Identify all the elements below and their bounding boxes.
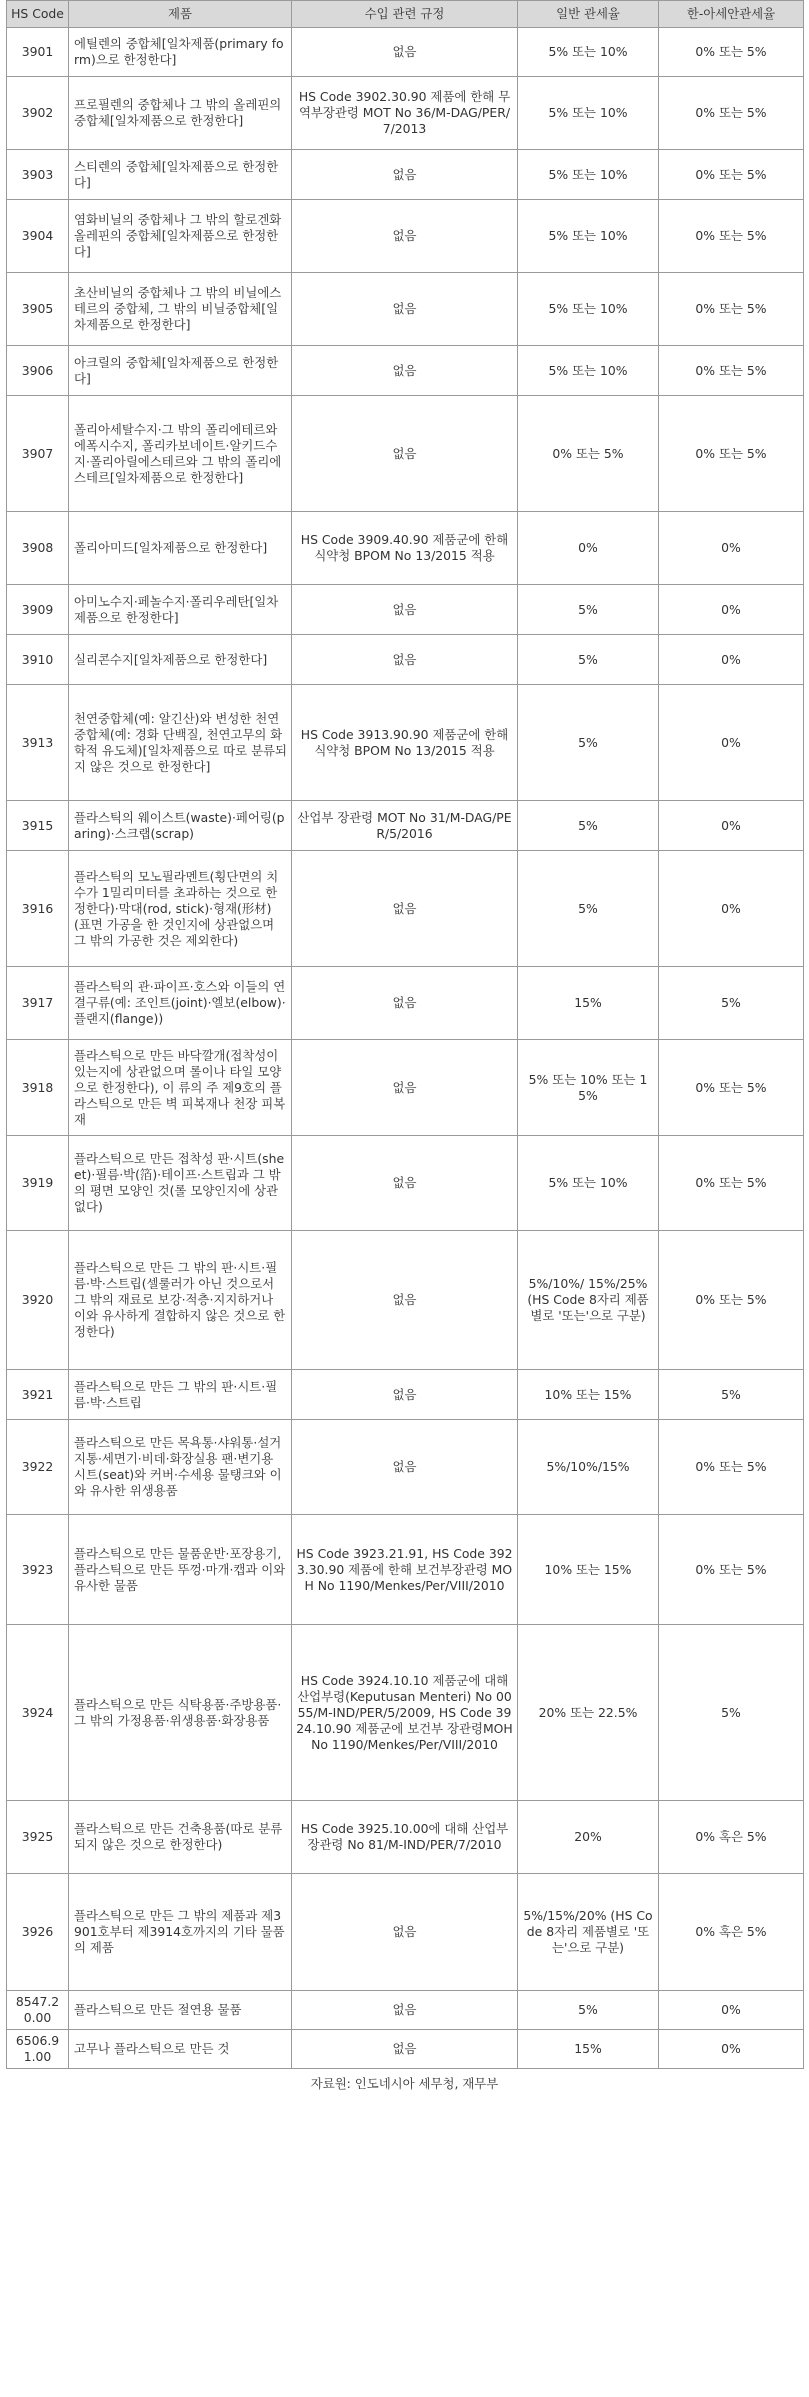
table-row [7,1040,804,1136]
general-tariff-cell: 10% 또는 15% [518,1515,659,1625]
table-header-row [7,1,804,28]
fta-tariff-cell: 0% [659,585,804,635]
fta-tariff-cell: 0% 또는 5% [659,396,804,512]
table-row [7,1136,804,1231]
general-tariff-cell: 5% [518,801,659,851]
table-row [7,150,804,200]
regulation-cell: 없음 [292,1991,518,2030]
product-cell: 플라스틱으로 만든 그 밖의 제품과 제3901호부터 제3914호까지의 기타 물품의 제품 [69,1874,292,1991]
fta-tariff-cell: 0% [659,851,804,967]
table-row [7,273,804,346]
product-cell: 플라스틱으로 만든 바닥깔개(접착성이 있는지에 상관없으며 롤이나 타일 모양으로 한정한다), 이 류의 주 제9호의 플라스틱으로 만든 벽 피복재나 천장 피복재 [69,1040,292,1136]
fta-tariff-cell: 0% [659,801,804,851]
product-cell: 플라스틱으로 만든 식탁용품·주방용품·그 밖의 가정용품·위생용품·화장용품 [69,1625,292,1801]
fta-tariff-cell: 0% 또는 5% [659,273,804,346]
regulation-cell: 없음 [292,200,518,273]
table-row [7,585,804,635]
regulation-cell: 없음 [292,346,518,396]
general-tariff-cell: 5%/10%/15% [518,1420,659,1515]
general-tariff-cell: 5% 또는 10% [518,77,659,150]
source-caption: 자료원: 인도네시아 세무청, 재무부 [310,2076,499,2091]
table-row [7,1420,804,1515]
regulation-cell: 없음 [292,273,518,346]
table-row [7,635,804,685]
fta-tariff-cell: 5% [659,1625,804,1801]
fta-tariff-cell: 0% 또는 5% [659,1136,804,1231]
general-tariff-cell: 5%/10%/ 15%/25% (HS Code 8자리 제품별로 '또는'으로 구분) [518,1231,659,1370]
fta-tariff-cell: 0% [659,635,804,685]
general-tariff-cell: 0% 또는 5% [518,396,659,512]
header-general-tariff: 일반 관세율 [518,1,659,28]
table-row [7,801,804,851]
hs-code-cell: 3923 [7,1515,69,1625]
product-cell: 플라스틱으로 만든 그 밖의 판·시트·필름·박·스트립(셀룰러가 아닌 것으로서 그 밖의 재료로 보강·적층·지지하거나 이와 유사하게 결합하지 않은 것으로 한정한다) [69,1231,292,1370]
product-cell: 실리콘수지[일차제품으로 한정한다] [69,635,292,685]
header-product: 제품 [69,1,292,28]
hs-code-cell: 3908 [7,512,69,585]
fta-tariff-cell: 0% 또는 5% [659,200,804,273]
product-cell: 플라스틱의 관·파이프·호스와 이들의 연결구류(예: 조인트(joint)·엘보(elbow)·플랜지(flange)) [69,967,292,1040]
table-row [7,1515,804,1625]
product-cell: 아미노수지·페놀수지·폴리우레탄[일차제품으로 한정한다] [69,585,292,635]
product-cell: 플라스틱으로 만든 건축용품(따로 분류되지 않은 것으로 한정한다) [69,1801,292,1874]
fta-tariff-cell: 0% 또는 5% [659,1515,804,1625]
hs-code-cell: 3910 [7,635,69,685]
hs-code-cell: 3903 [7,150,69,200]
table-row [7,512,804,585]
hs-code-cell: 3904 [7,200,69,273]
regulation-cell: 없음 [292,150,518,200]
fta-tariff-cell: 5% [659,1370,804,1420]
fta-tariff-cell: 0% [659,512,804,585]
general-tariff-cell: 5% 또는 10% 또는 15% [518,1040,659,1136]
general-tariff-cell: 5% 또는 10% [518,200,659,273]
regulation-cell: 없음 [292,28,518,77]
hs-code-cell: 3925 [7,1801,69,1874]
regulation-cell: HS Code 3925.10.00에 대해 산업부 장관령 No 81/M-IND/PER/7/2010 [292,1801,518,1874]
table-row [7,1874,804,1991]
regulation-cell: HS Code 3913.90.90 제품군에 한해 식약청 BPOM No 13/2015 적용 [292,685,518,801]
product-cell: 에틸렌의 중합체[일차제품(primary form)으로 한정한다] [69,28,292,77]
product-cell: 폴리아세탈수지·그 밖의 폴리에테르와 에폭시수지, 폴리카보네이트·알키드수지·폴리아릴에스테르와 그 밖의 폴리에스테르[일차제품으로 한정한다] [69,396,292,512]
regulation-cell: 없음 [292,2030,518,2069]
hs-code-cell: 3920 [7,1231,69,1370]
table-row [7,1370,804,1420]
product-cell: 플라스틱의 모노필라멘트(횡단면의 치수가 1밀리미터를 초과하는 것으로 한정한다)·막대(rod, stick)·형재(形材)(표면 가공을 한 것인지에 상관없으며 그 밖의 가공한 것은 제외한다) [69,851,292,967]
regulation-cell: 없음 [292,396,518,512]
product-cell: 플라스틱으로 만든 그 밖의 판·시트·필름·박·스트립 [69,1370,292,1420]
regulation-cell: 없음 [292,1040,518,1136]
table-row [7,2030,804,2069]
regulation-cell: 산업부 장관령 MOT No 31/M-DAG/PER/5/2016 [292,801,518,851]
general-tariff-cell: 10% 또는 15% [518,1370,659,1420]
hs-code-cell: 3916 [7,851,69,967]
general-tariff-cell: 5% [518,635,659,685]
regulation-cell: 없음 [292,1420,518,1515]
general-tariff-cell: 5% [518,1991,659,2030]
general-tariff-cell: 15% [518,967,659,1040]
general-tariff-cell: 5% [518,851,659,967]
general-tariff-cell: 5% 또는 10% [518,273,659,346]
table-row [7,851,804,967]
hs-code-cell: 3926 [7,1874,69,1991]
table-body [7,28,804,2069]
regulation-cell: 없음 [292,1874,518,1991]
general-tariff-cell: 20% [518,1801,659,1874]
regulation-cell: 없음 [292,1231,518,1370]
fta-tariff-cell: 0% 또는 5% [659,1231,804,1370]
general-tariff-cell: 5% [518,685,659,801]
regulation-cell: HS Code 3924.10.10 제품군에 대해 산업부령(Keputusan Menteri) No 0055/M-IND/PER/5/2009, HS Code 3924.10.90 제품군에 보건부 장관령MOH No 1190/Menkes/Per/VIII/2010 [292,1625,518,1801]
table-row [7,1991,804,2030]
general-tariff-cell: 5% 또는 10% [518,150,659,200]
hs-code-cell: 3906 [7,346,69,396]
hs-code-cell: 3922 [7,1420,69,1515]
tariff-table [6,0,804,2069]
product-cell: 폴리아미드[일차제품으로 한정한다] [69,512,292,585]
general-tariff-cell: 5% 또는 10% [518,1136,659,1231]
hs-code-cell: 3919 [7,1136,69,1231]
product-cell: 플라스틱으로 만든 목욕통·샤워통·설거지통·세면기·비데·화장실용 팬·변기용 시트(seat)와 커버·수세용 물탱크와 이와 유사한 위생용품 [69,1420,292,1515]
product-cell: 스티렌의 중합체[일차제품으로 한정한다] [69,150,292,200]
table-row [7,28,804,77]
fta-tariff-cell: 0% 또는 5% [659,28,804,77]
fta-tariff-cell: 0% 또는 5% [659,346,804,396]
general-tariff-cell: 20% 또는 22.5% [518,1625,659,1801]
fta-tariff-cell: 0% 또는 5% [659,77,804,150]
fta-tariff-cell: 0% 또는 5% [659,150,804,200]
regulation-cell: HS Code 3909.40.90 제품군에 한해 식약청 BPOM No 13/2015 적용 [292,512,518,585]
product-cell: 플라스틱의 웨이스트(waste)·페어링(paring)·스크랩(scrap) [69,801,292,851]
table-row [7,396,804,512]
table-row [7,77,804,150]
product-cell: 프로필렌의 중합체나 그 밖의 올레핀의 중합체[일차제품으로 한정한다] [69,77,292,150]
product-cell: 염화비닐의 중합체나 그 밖의 할로겐화 올레핀의 중합체[일차제품으로 한정한다] [69,200,292,273]
fta-tariff-cell: 0% 혹은 5% [659,1874,804,1991]
regulation-cell: 없음 [292,1136,518,1231]
regulation-cell: 없음 [292,1370,518,1420]
table-row [7,967,804,1040]
general-tariff-cell: 5% 또는 10% [518,28,659,77]
hs-code-cell: 3917 [7,967,69,1040]
product-cell: 플라스틱으로 만든 물품운반·포장용기, 플라스틱으로 만든 뚜껑·마개·캡과 이와 유사한 물품 [69,1515,292,1625]
general-tariff-cell: 5% 또는 10% [518,346,659,396]
fta-tariff-cell: 0% [659,1991,804,2030]
table-row [7,1801,804,1874]
hs-code-cell: 3913 [7,685,69,801]
product-cell: 플라스틱으로 만든 절연용 물품 [69,1991,292,2030]
fta-tariff-cell: 0% 또는 5% [659,1420,804,1515]
general-tariff-cell: 5% [518,585,659,635]
regulation-cell: HS Code 3902.30.90 제품에 한해 무역부장관령 MOT No 36/M-DAG/PER/7/2013 [292,77,518,150]
hs-code-cell: 8547.20.00 [7,1991,69,2030]
general-tariff-cell: 5%/15%/20% (HS Code 8자리 제품별로 '또는'으로 구분) [518,1874,659,1991]
product-cell: 플라스틱으로 만든 접착성 판·시트(sheet)·필름·박(箔)·테이프·스트립과 그 밖의 평면 모양인 것(롤 모양인지에 상관없다) [69,1136,292,1231]
header-regulation: 수입 관련 규정 [292,1,518,28]
hs-code-cell: 3902 [7,77,69,150]
table-row [7,200,804,273]
header-fta-tariff: 한-아세안관세율 [659,1,804,28]
table-row [7,346,804,396]
hs-code-cell: 3918 [7,1040,69,1136]
regulation-cell: 없음 [292,967,518,1040]
hs-code-cell: 3905 [7,273,69,346]
fta-tariff-cell: 0% 혹은 5% [659,1801,804,1874]
table-row [7,685,804,801]
fta-tariff-cell: 0% [659,2030,804,2069]
regulation-cell: 없음 [292,585,518,635]
hs-code-cell: 3915 [7,801,69,851]
fta-tariff-cell: 0% 또는 5% [659,1040,804,1136]
hs-code-cell: 6506.91.00 [7,2030,69,2069]
hs-code-cell: 3901 [7,28,69,77]
product-cell: 천연중합체(예: 알긴산)와 변성한 천연중합체(예: 경화 단백질, 천연고무의 화학적 유도체)[일차제품으로 따로 분류되지 않은 것으로 한정한다] [69,685,292,801]
hs-code-cell: 3921 [7,1370,69,1420]
general-tariff-cell: 15% [518,2030,659,2069]
hs-code-cell: 3907 [7,396,69,512]
hs-code-cell: 3909 [7,585,69,635]
regulation-cell: 없음 [292,635,518,685]
table-row [7,1625,804,1801]
general-tariff-cell: 0% [518,512,659,585]
hs-code-cell: 3924 [7,1625,69,1801]
product-cell: 아크릴의 중합체[일차제품으로 한정한다] [69,346,292,396]
regulation-cell: 없음 [292,851,518,967]
table-row [7,1231,804,1370]
fta-tariff-cell: 5% [659,967,804,1040]
product-cell: 고무나 플라스틱으로 만든 것 [69,2030,292,2069]
product-cell: 초산비닐의 중합체나 그 밖의 비닐에스테르의 중합체, 그 밖의 비닐중합체[일차제품으로 한정한다] [69,273,292,346]
header-hs-code: HS Code [7,1,69,28]
fta-tariff-cell: 0% [659,685,804,801]
regulation-cell: HS Code 3923.21.91, HS Code 3923.30.90 제품에 한해 보건부장관령 MOH No 1190/Menkes/Per/VIII/2010 [292,1515,518,1625]
